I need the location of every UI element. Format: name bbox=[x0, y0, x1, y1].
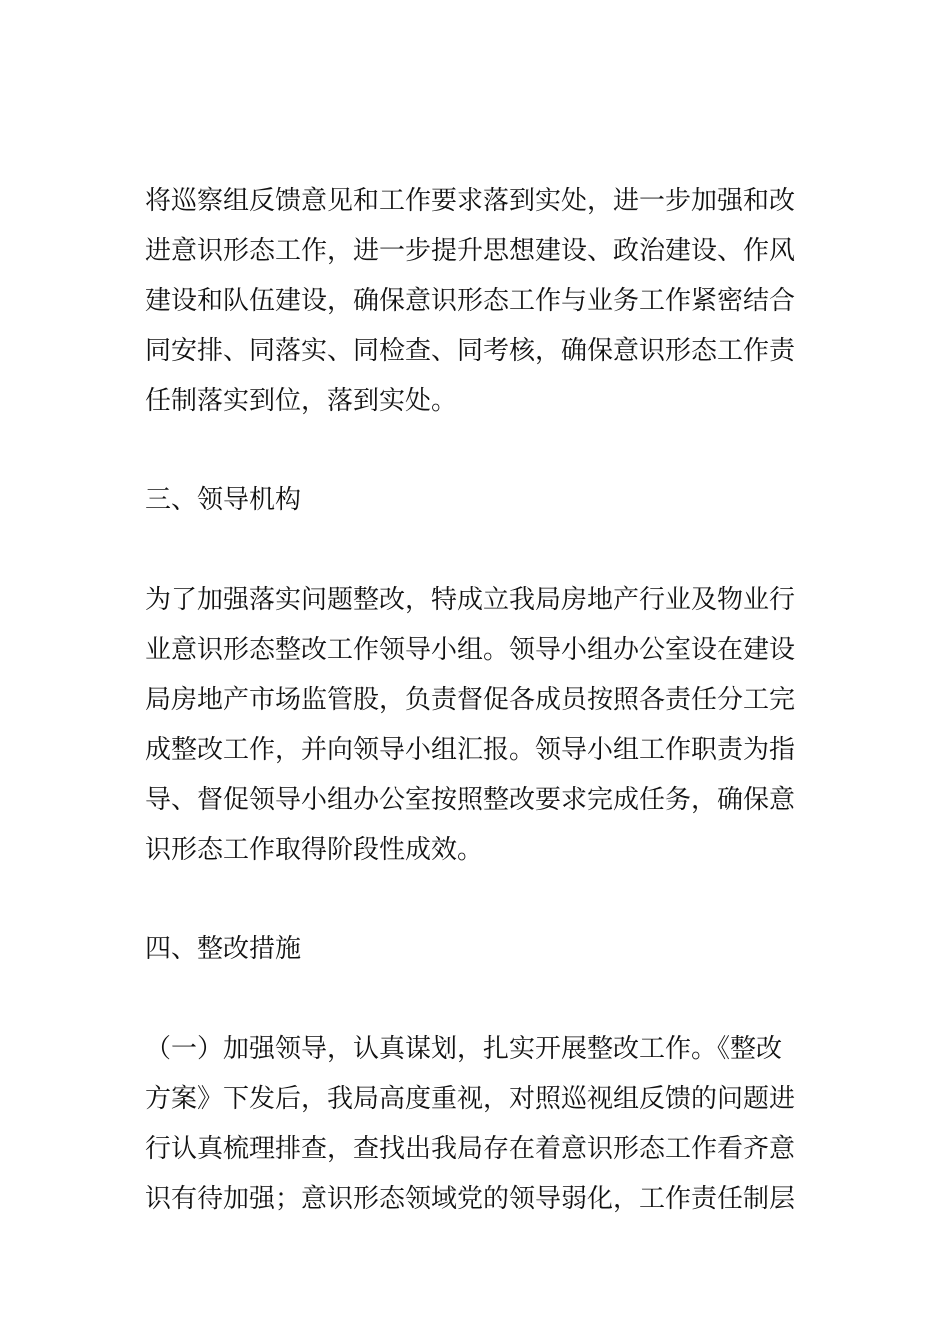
paragraph-3-line-3: 行认真梳理排查，查找出我局存在着意识形态工作看齐意 bbox=[145, 1134, 796, 1164]
paragraph-2-line-6: 识形态工作取得阶段性成效。 bbox=[145, 835, 484, 865]
paragraph-2-line-3: 局房地产市场监管股，负责督促各成员按照各责任分工完 bbox=[145, 685, 796, 715]
paragraph-1-line-4: 同安排、同落实、同检查、同考核，确保意识形态工作责 bbox=[145, 336, 796, 366]
paragraph-1-line-2: 进意识形态工作，进一步提升思想建设、政治建设、作风 bbox=[145, 236, 796, 266]
paragraph-1-line-3: 建设和队伍建设，确保意识形态工作与业务工作紧密结合 bbox=[145, 286, 796, 316]
paragraph-3-line-4: 识有待加强；意识形态领域党的领导弱化，工作责任制层 bbox=[145, 1184, 796, 1214]
paragraph-1-line-5: 任制落实到位，落到实处。 bbox=[145, 386, 458, 416]
paragraph-1-line-1: 将巡察组反馈意见和工作要求落到实处，进一步加强和改 bbox=[145, 186, 796, 216]
section-heading-3: 三、领导机构 bbox=[145, 485, 302, 515]
paragraph-3-line-2: 方案》下发后，我局高度重视，对照巡视组反馈的问题进 bbox=[145, 1084, 796, 1114]
paragraph-2-line-5: 导、督促领导小组办公室按照整改要求完成任务，确保意 bbox=[145, 785, 796, 815]
paragraph-2-line-1: 为了加强落实问题整改，特成立我局房地产行业及物业行 bbox=[145, 585, 796, 615]
paragraph-2-line-4: 成整改工作，并向领导小组汇报。领导小组工作职责为指 bbox=[145, 735, 796, 765]
paragraph-3-line-1: （一）加强领导，认真谋划，扎实开展整改工作。《整改 bbox=[145, 1034, 783, 1064]
paragraph-2-line-2: 业意识形态整改工作领导小组。领导小组办公室设在建设 bbox=[145, 635, 796, 665]
section-heading-4: 四、整改措施 bbox=[145, 934, 302, 964]
